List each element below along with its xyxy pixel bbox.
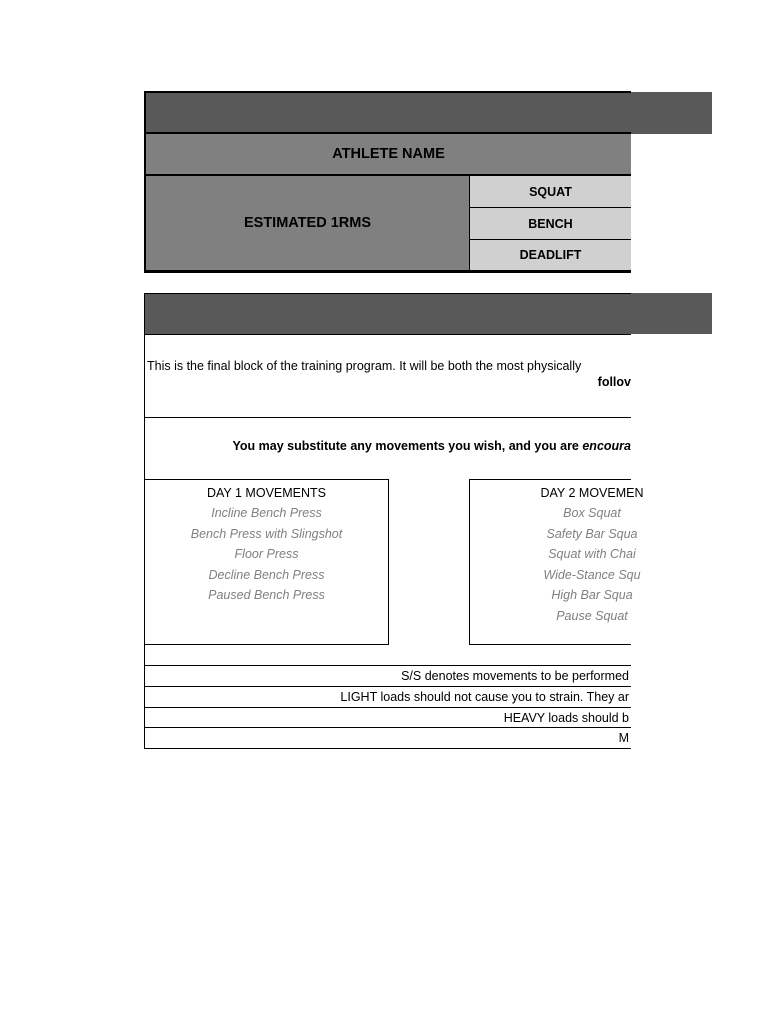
substitute-text-main: You may substitute any movements you wish, and you are	[232, 439, 583, 453]
note-row	[144, 687, 631, 708]
day1-item: Floor Press	[234, 547, 299, 562]
note-row	[144, 708, 631, 728]
intro-line-2: follov	[597, 375, 631, 389]
day1-item: Bench Press with Slingshot	[190, 526, 343, 541]
athlete-name-label: ATHLETE NAME	[144, 134, 631, 176]
note-text: S/S denotes movements to be performed	[401, 669, 629, 683]
day1-title: DAY 1 MOVEMENTS	[206, 486, 326, 500]
lift-deadlift-label: DEADLIFT	[470, 240, 631, 273]
day2-item: Pause Squat	[556, 608, 628, 623]
spacer-row	[144, 645, 631, 666]
program-header-bar	[144, 293, 631, 335]
lift-bench-label: BENCH	[470, 208, 631, 240]
day2-item: Wide-Stance Squ	[543, 567, 641, 582]
note-row	[144, 728, 631, 749]
top-header-bar	[144, 91, 631, 134]
substitute-cell	[144, 418, 631, 480]
substitute-text-emphasis: encoura	[582, 439, 631, 453]
note-text: LIGHT loads should not cause you to strain. They ar	[340, 690, 629, 704]
intro-cell	[144, 335, 631, 418]
day2-inner	[470, 483, 714, 627]
note-text: HEAVY loads should b	[503, 710, 629, 725]
lift-squat-label: SQUAT	[470, 176, 631, 208]
day2-item: Safety Bar Squa	[546, 526, 638, 541]
top-header-bar-overflow	[631, 92, 712, 134]
day2-movements-box	[469, 479, 644, 645]
estimated-1rms-label: ESTIMATED 1RMS	[144, 176, 470, 273]
note-text: M	[618, 731, 629, 745]
day1-item: Paused Bench Press	[208, 588, 325, 603]
day2-item: Squat with Chai	[548, 547, 636, 562]
day2-title: DAY 2 MOVEMEN	[540, 486, 644, 500]
day2-item: Box Squat	[563, 506, 621, 520]
day2-item: High Bar Squa	[551, 588, 633, 603]
day1-item: Incline Bench Press	[211, 506, 322, 520]
note-row	[144, 666, 631, 687]
day1-movements-box	[144, 479, 389, 645]
program-header-bar-overflow	[631, 293, 712, 334]
intro-line-1: This is the final block of the training program. It will be both the most physically	[147, 359, 582, 373]
day1-item: Decline Bench Press	[208, 567, 325, 582]
substitute-text	[233, 439, 632, 453]
